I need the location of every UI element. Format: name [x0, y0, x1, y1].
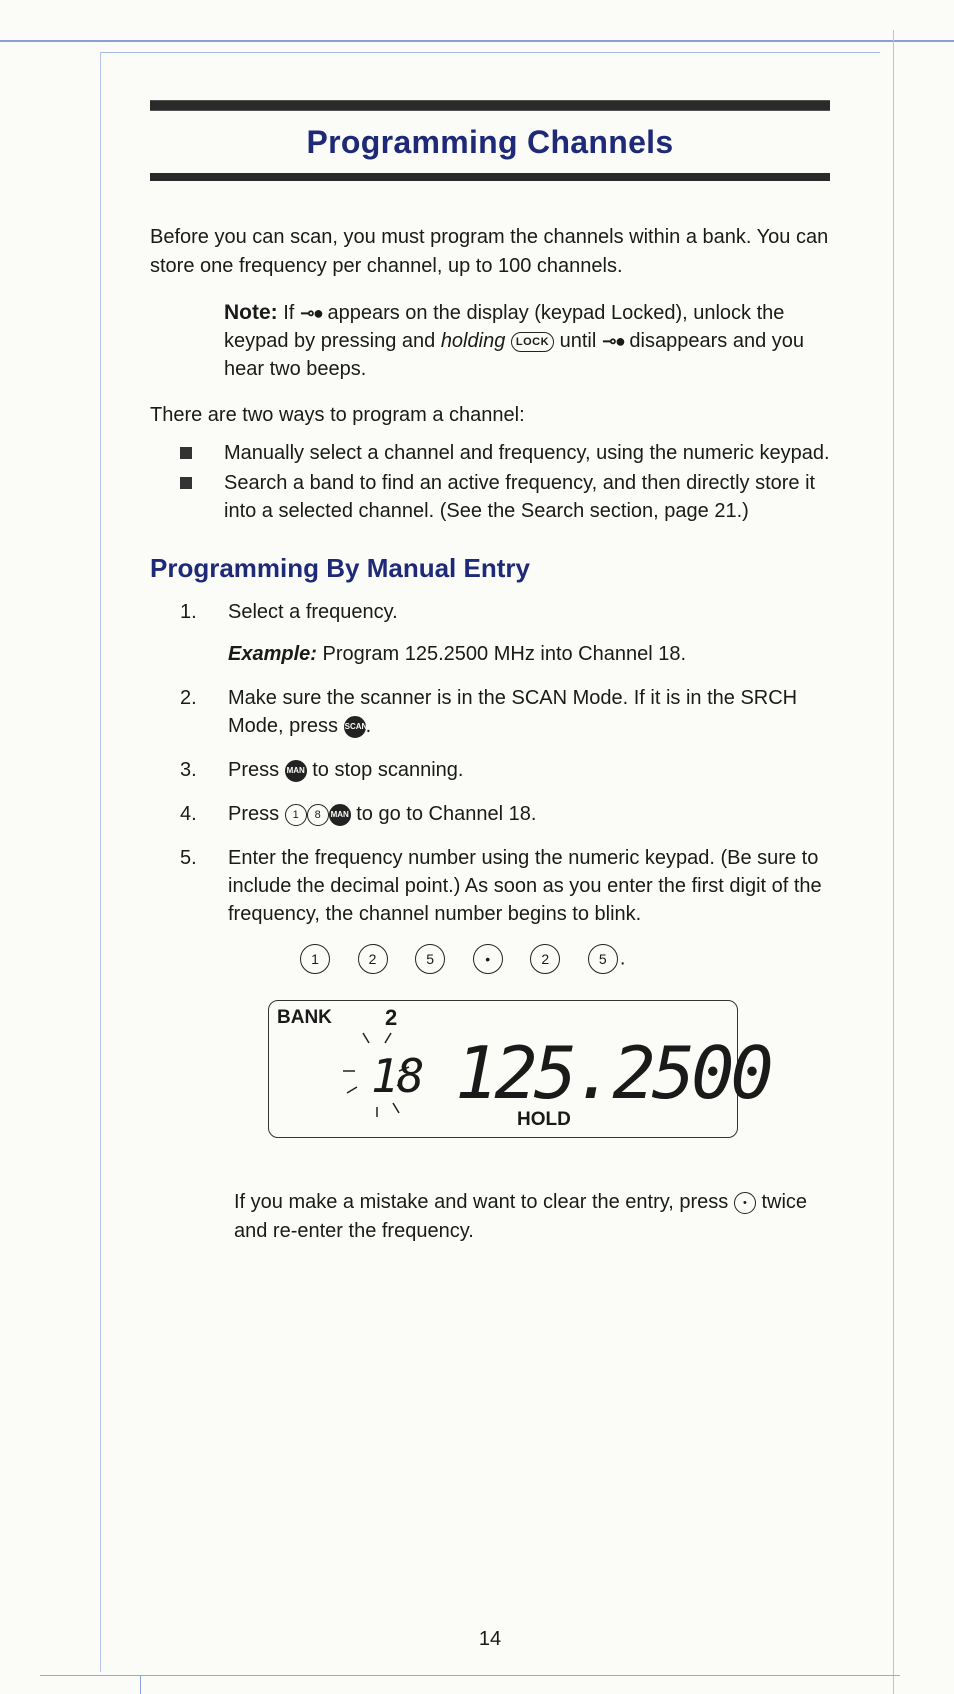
page-trim-bottom-tick — [140, 1675, 141, 1694]
key-2-icon: 2 — [530, 944, 560, 974]
note-until: until — [559, 330, 597, 352]
lcd-bank-label: BANK — [277, 1007, 332, 1028]
step-4: 4. Press 1 8 MAN to go to Channel 18. — [180, 803, 537, 825]
ways-intro: There are two ways to program a channel: — [150, 404, 525, 426]
list-item: Search a band to find an active frequency, and then directly store it into a selected channel. (See the Search section, page 21.) — [150, 469, 830, 525]
clear-note: If you make a mistake and want to clear the entry, press • twice and re-enter the frequency. — [234, 1191, 808, 1242]
ways-list — [150, 439, 830, 525]
steps-list — [150, 598, 830, 928]
page-trim-bottom — [40, 1675, 900, 1676]
key-decimal-icon: • — [473, 944, 503, 974]
keypad-lock-icon: ⊸● — [601, 331, 624, 351]
scan-key-icon: SCAN — [344, 716, 366, 738]
key-decimal-icon: • — [734, 1192, 756, 1214]
note-if: If — [283, 302, 295, 324]
page-trim-left — [100, 52, 101, 1672]
key-5-icon: 5 — [588, 944, 618, 974]
keypad-sequence: 1 2 5 • 2 5 . — [300, 944, 830, 974]
step-5: 5. Enter the frequency number using the numeric keypad. (Be sure to include the decimal point.) As soon as you enter the first digit of the frequency, the channel number begins to blink. — [180, 847, 822, 925]
note-holding: holding — [440, 330, 506, 352]
bullet-square-icon — [180, 447, 192, 459]
section-title: Programming By Manual Entry — [150, 553, 530, 583]
keypad-lock-icon: ⊸● — [299, 303, 322, 323]
man-key-icon: MAN — [329, 804, 351, 826]
lcd-display — [268, 1000, 770, 1138]
note-label: Note: — [224, 301, 278, 324]
lcd-channel: 18 — [371, 1049, 423, 1103]
note-mid: appears on the display (keypad Locked), unlock the keypad by pressing and — [224, 302, 785, 352]
step-3: 3. Press MAN to stop scanning. — [180, 759, 464, 781]
title-rule-bottom — [150, 173, 830, 181]
key-5-icon: 5 — [415, 944, 445, 974]
example-line: Example: Program 125.2500 MHz into Channel 18. — [228, 643, 687, 665]
key-1-icon: 1 — [300, 944, 330, 974]
intro-paragraph: Before you can scan, you must program the channels within a bank. You can store one frequency per channel, up to 100 channels. — [150, 226, 829, 277]
page-title: Programming Channels — [306, 124, 674, 160]
lock-key: LOCK — [511, 332, 554, 352]
list-item: Manually select a channel and frequency, using the numeric keypad. — [150, 439, 830, 467]
key-2-icon: 2 — [358, 944, 388, 974]
man-key-icon: MAN — [285, 760, 307, 782]
page-trim-top-inner — [100, 52, 880, 53]
key-8-icon: 8 — [307, 804, 329, 826]
note-paragraph — [224, 299, 830, 383]
step-2: 2. Make sure the scanner is in the SCAN Mode. If it is in the SRCH Mode, press SCAN. — [180, 687, 798, 737]
key-1-icon: 1 — [285, 804, 307, 826]
bullet-square-icon — [180, 477, 192, 489]
step-1: 1. Select a frequency. Example: Program 125.2500 MHz into Channel 18. — [150, 598, 830, 668]
title-rule-top — [150, 100, 830, 111]
example-label: Example: — [228, 643, 317, 665]
page-number: 14 — [478, 1628, 502, 1650]
lcd-bank-number: 2 — [385, 1005, 398, 1030]
page-trim-top — [0, 40, 954, 42]
note-end: disappears and you hear two beeps. — [224, 330, 804, 380]
lcd-frequency: 125.2500 — [455, 1031, 770, 1115]
manual-page — [150, 100, 830, 1650]
lcd-status: HOLD — [517, 1109, 571, 1130]
page-trim-right — [893, 30, 894, 1694]
